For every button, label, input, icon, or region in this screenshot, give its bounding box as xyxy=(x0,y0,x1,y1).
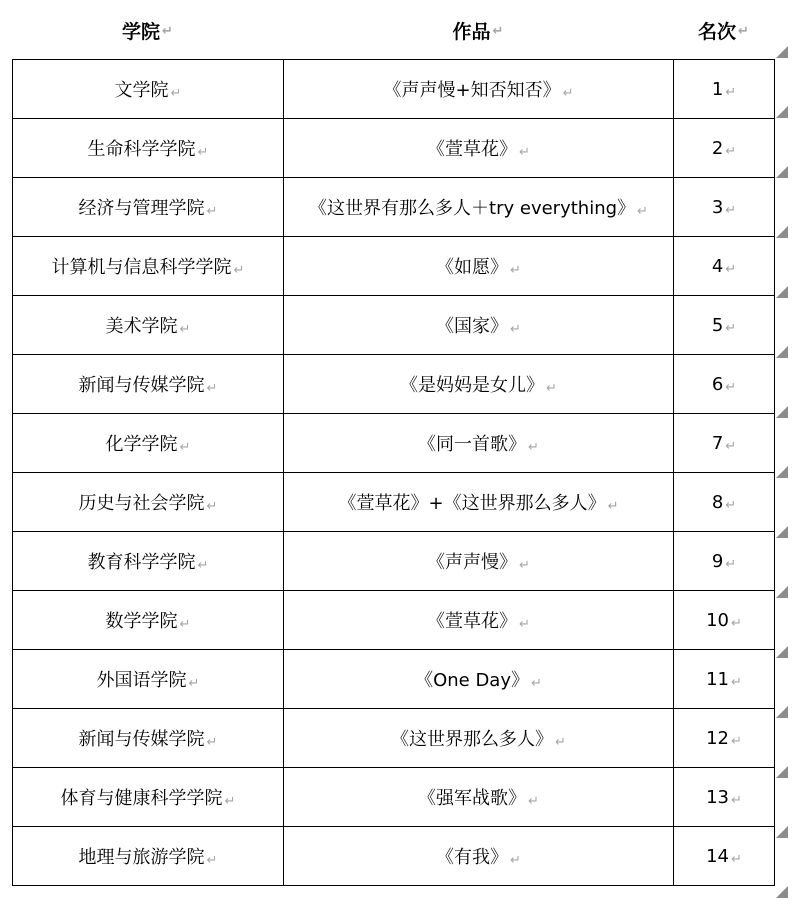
table-row xyxy=(13,591,775,650)
rank-cell[interactable] xyxy=(674,532,775,591)
ranking-table xyxy=(12,59,775,886)
paragraph-mark: ↵ xyxy=(492,23,504,39)
rank-cell[interactable] xyxy=(674,591,775,650)
college-cell[interactable] xyxy=(13,355,284,414)
header-rank xyxy=(673,0,774,60)
paragraph-mark: ↵ xyxy=(510,263,521,278)
row-end-marker-icon xyxy=(776,46,788,58)
paragraph-mark: ↵ xyxy=(731,733,742,749)
college-cell[interactable] xyxy=(13,709,284,768)
paragraph-mark: ↵ xyxy=(179,617,191,632)
paragraph-mark: ↵ xyxy=(731,851,742,867)
rank-cell-text: 10 xyxy=(706,609,729,631)
row-end-marker-icon xyxy=(776,646,788,658)
rank-cell[interactable] xyxy=(674,119,775,178)
table-row xyxy=(13,355,775,414)
college-cell-text: 文学院 xyxy=(114,80,169,101)
paragraph-mark: ↵ xyxy=(206,853,218,868)
paragraph-mark: ↵ xyxy=(519,617,530,632)
rank-cell-text: 1 xyxy=(711,78,724,100)
paragraph-mark: ↵ xyxy=(206,735,218,750)
work-cell-text: 《国家》 xyxy=(436,316,509,337)
rank-cell-text: 12 xyxy=(706,727,729,749)
work-cell-text: 《这世界有那么多人＋try everything》 xyxy=(309,198,636,219)
work-cell[interactable] xyxy=(284,532,674,591)
work-cell-text: 《强军战歌》 xyxy=(418,788,527,809)
rank-cell[interactable] xyxy=(674,178,775,237)
work-cell[interactable] xyxy=(284,296,674,355)
rank-cell-text: 13 xyxy=(706,786,729,808)
rank-cell-text: 4 xyxy=(711,255,724,277)
paragraph-mark: ↵ xyxy=(731,674,742,690)
college-cell[interactable] xyxy=(13,650,284,709)
college-cell[interactable] xyxy=(13,178,284,237)
header-rank-label: 名次 xyxy=(698,20,737,43)
work-cell-text: 《One Day》 xyxy=(415,670,529,691)
row-end-marker-icon xyxy=(776,586,788,598)
header-college-label: 学院 xyxy=(122,20,161,43)
work-cell[interactable] xyxy=(284,414,674,473)
paragraph-mark: ↵ xyxy=(731,792,742,808)
work-cell-text: 《萱草花》 xyxy=(427,611,518,632)
paragraph-mark: ↵ xyxy=(224,794,236,809)
work-cell[interactable] xyxy=(284,650,674,709)
row-end-marker-icon xyxy=(776,526,788,538)
rank-cell[interactable] xyxy=(674,827,775,886)
rank-cell[interactable] xyxy=(674,237,775,296)
rank-cell[interactable] xyxy=(674,296,775,355)
table-row xyxy=(13,237,775,296)
college-cell-text: 生命科学学院 xyxy=(87,139,196,160)
college-cell[interactable] xyxy=(13,591,284,650)
paragraph-mark: ↵ xyxy=(725,379,737,395)
paragraph-mark: ↵ xyxy=(528,794,539,809)
paragraph-mark: ↵ xyxy=(206,204,218,219)
work-cell-text: 《是妈妈是女儿》 xyxy=(400,375,545,396)
paragraph-mark: ↵ xyxy=(510,322,521,337)
rank-cell-text: 2 xyxy=(711,137,724,159)
rank-cell[interactable] xyxy=(674,473,775,532)
work-cell-text: 《同一首歌》 xyxy=(418,434,527,455)
paragraph-mark: ↵ xyxy=(731,615,742,631)
college-cell-text: 经济与管理学院 xyxy=(78,198,205,219)
row-end-marker-icon xyxy=(776,226,788,238)
rank-cell-text: 6 xyxy=(711,373,724,395)
paragraph-mark: ↵ xyxy=(179,440,191,455)
college-cell[interactable] xyxy=(13,296,284,355)
paragraph-mark: ↵ xyxy=(562,86,574,101)
rank-cell[interactable] xyxy=(674,768,775,827)
table-row xyxy=(13,414,775,473)
paragraph-mark: ↵ xyxy=(725,556,737,572)
rank-cell-text: 5 xyxy=(711,314,724,336)
college-cell[interactable] xyxy=(13,237,284,296)
paragraph-mark: ↵ xyxy=(206,381,218,396)
college-cell[interactable] xyxy=(13,532,284,591)
college-cell-text: 化学学院 xyxy=(105,434,178,455)
row-end-marker-icon xyxy=(776,346,788,358)
work-cell-text: 《这世界那么多人》 xyxy=(391,729,554,750)
rank-cell[interactable] xyxy=(674,709,775,768)
row-end-marker-icon xyxy=(776,406,788,418)
work-cell[interactable] xyxy=(284,237,674,296)
work-cell-text: 《声声慢+知否知否》 xyxy=(383,80,561,101)
paragraph-mark: ↵ xyxy=(546,381,557,396)
college-cell-text: 外国语学院 xyxy=(96,670,187,691)
table-row xyxy=(13,532,775,591)
college-cell[interactable] xyxy=(13,60,284,119)
table-row xyxy=(13,709,775,768)
rank-cell-text: 7 xyxy=(711,432,724,454)
college-cell-text: 教育科学学院 xyxy=(87,552,196,573)
row-end-marker-icon xyxy=(776,466,788,478)
row-end-marker-icon xyxy=(776,826,788,838)
work-cell[interactable] xyxy=(284,591,674,650)
paragraph-mark: ↵ xyxy=(725,84,737,100)
rank-cell-text: 3 xyxy=(711,196,724,218)
row-end-marker-icon xyxy=(776,166,788,178)
work-cell-text: 《萱草花》 xyxy=(427,139,518,160)
paragraph-mark: ↵ xyxy=(197,558,209,573)
rank-cell[interactable] xyxy=(674,650,775,709)
paragraph-mark: ↵ xyxy=(725,320,737,336)
table-row xyxy=(13,296,775,355)
paragraph-mark: ↵ xyxy=(510,853,521,868)
paragraph-mark: ↵ xyxy=(188,676,200,691)
college-cell-text: 数学学院 xyxy=(105,611,178,632)
college-cell-text: 地理与旅游学院 xyxy=(78,847,205,868)
paragraph-mark: ↵ xyxy=(637,204,648,219)
work-cell-text: 《如愿》 xyxy=(436,257,509,278)
paragraph-mark: ↵ xyxy=(519,145,530,160)
work-cell-text: 《声声慢》 xyxy=(427,552,518,573)
college-cell-text: 体育与健康科学学院 xyxy=(60,788,223,809)
paragraph-mark: ↵ xyxy=(170,86,182,101)
college-cell-text: 美术学院 xyxy=(105,316,178,337)
table-row xyxy=(13,827,775,886)
paragraph-mark: ↵ xyxy=(162,23,173,39)
rank-cell[interactable] xyxy=(674,355,775,414)
work-cell[interactable] xyxy=(284,119,674,178)
rank-cell[interactable] xyxy=(674,60,775,119)
table-row xyxy=(13,178,775,237)
rank-cell-text: 9 xyxy=(711,550,724,572)
rank-cell[interactable] xyxy=(674,414,775,473)
paragraph-mark: ↵ xyxy=(738,23,749,39)
paragraph-mark: ↵ xyxy=(531,676,542,691)
work-cell-text: 《有我》 xyxy=(436,847,509,868)
row-end-marker-icon xyxy=(776,706,788,718)
college-cell[interactable] xyxy=(13,827,284,886)
work-cell[interactable] xyxy=(284,827,674,886)
rank-cell-text: 11 xyxy=(706,668,729,690)
paragraph-mark: ↵ xyxy=(519,558,530,573)
header-college xyxy=(12,0,283,60)
college-cell-text: 新闻与传媒学院 xyxy=(78,729,205,750)
paragraph-mark: ↵ xyxy=(179,322,191,337)
table-row xyxy=(13,768,775,827)
table-header xyxy=(12,0,774,60)
college-cell[interactable] xyxy=(13,119,284,178)
row-end-marker-icon xyxy=(776,106,788,118)
work-cell[interactable] xyxy=(284,178,674,237)
paragraph-mark: ↵ xyxy=(528,440,539,455)
work-cell[interactable] xyxy=(284,60,674,119)
paragraph-mark: ↵ xyxy=(555,735,566,750)
college-cell-text: 历史与社会学院 xyxy=(78,493,205,514)
rank-cell-text: 8 xyxy=(711,491,724,513)
paragraph-mark: ↵ xyxy=(725,143,737,159)
paragraph-mark: ↵ xyxy=(607,499,619,514)
paragraph-mark: ↵ xyxy=(197,145,209,160)
college-cell-text: 新闻与传媒学院 xyxy=(78,375,205,396)
table-row xyxy=(13,60,775,119)
row-end-marker-icon xyxy=(776,766,788,778)
paragraph-mark: ↵ xyxy=(725,497,737,513)
table-row xyxy=(13,119,775,178)
work-cell-text: 《萱草花》+《这世界那么多人》 xyxy=(338,493,606,514)
college-cell[interactable] xyxy=(13,768,284,827)
work-cell[interactable] xyxy=(284,768,674,827)
header-work-label: 作品 xyxy=(452,20,491,43)
work-cell[interactable] xyxy=(284,709,674,768)
paragraph-mark: ↵ xyxy=(206,499,218,514)
work-cell[interactable] xyxy=(284,355,674,414)
paragraph-mark: ↵ xyxy=(725,202,737,218)
row-end-marker-icon xyxy=(776,886,788,898)
row-end-marker-icon xyxy=(776,286,788,298)
table-row xyxy=(13,473,775,532)
paragraph-mark: ↵ xyxy=(725,261,737,277)
rank-cell-text: 14 xyxy=(706,845,729,867)
college-cell-text: 计算机与信息科学学院 xyxy=(51,257,232,278)
work-cell[interactable] xyxy=(284,473,674,532)
paragraph-mark: ↵ xyxy=(725,438,737,454)
college-cell[interactable] xyxy=(13,473,284,532)
table-body xyxy=(13,60,775,886)
paragraph-mark: ↵ xyxy=(233,263,245,278)
header-work xyxy=(283,0,673,60)
college-cell[interactable] xyxy=(13,414,284,473)
table-row xyxy=(13,650,775,709)
